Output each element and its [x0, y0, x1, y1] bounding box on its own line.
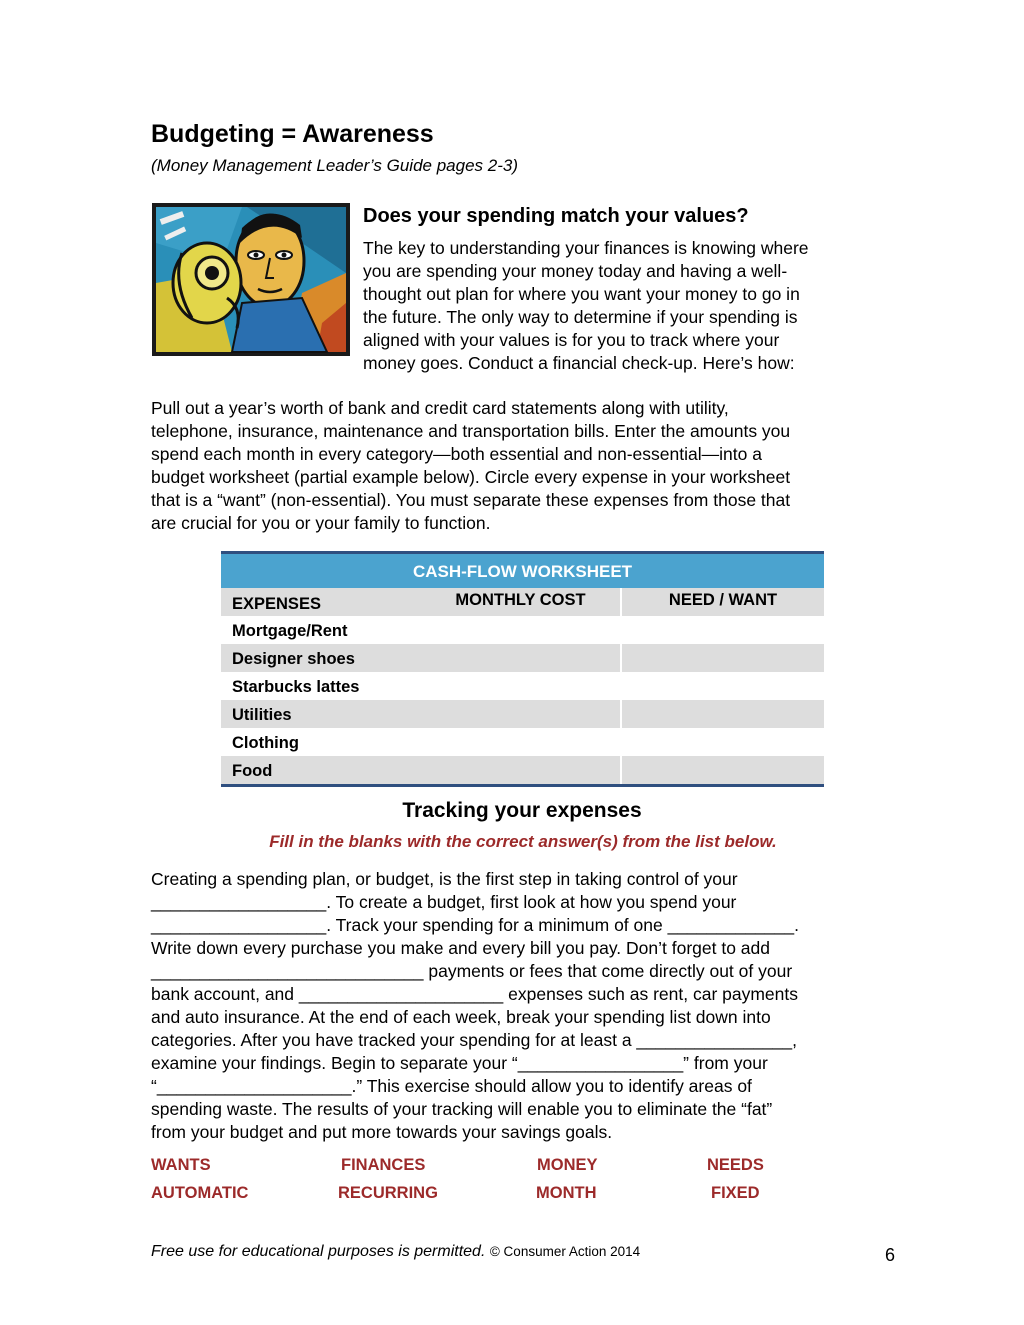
- monthly-cost-cell[interactable]: [421, 700, 622, 728]
- tracking-heading: Tracking your expenses: [402, 799, 642, 822]
- worksheet-column-headers: [221, 588, 824, 616]
- need-want-cell[interactable]: [622, 756, 824, 784]
- worksheet-title: CASH-FLOW WORKSHEET: [221, 554, 824, 588]
- table-row: [221, 616, 824, 644]
- expense-name: Designer shoes: [232, 650, 355, 668]
- word-bank-item: FINANCES: [341, 1156, 426, 1174]
- table-row: [221, 644, 824, 672]
- table-row: [221, 728, 824, 756]
- need-want-cell[interactable]: [622, 700, 824, 728]
- monthly-cost-cell[interactable]: [421, 616, 622, 644]
- word-bank-item: FIXED: [711, 1184, 760, 1202]
- copyright: © Consumer Action 2014: [489, 1244, 641, 1259]
- need-want-cell[interactable]: [622, 644, 824, 672]
- text-line: money goes. Conduct a financial check-up. Here’s how:: [363, 353, 795, 373]
- usage-note: Free use for educational purposes is permitted.: [151, 1243, 486, 1260]
- text-line: examine your findings. Begin to separate your “_________________” from your: [151, 1053, 768, 1073]
- values-heading: Does your spending match your values?: [363, 205, 749, 227]
- text-line: ____________________________ payments or fees that come directly out of your: [151, 961, 793, 981]
- word-bank-item: WANTS: [151, 1156, 211, 1174]
- text-line: Pull out a year’s worth of bank and credit card statements along with utility,: [151, 398, 729, 418]
- text-line: are crucial for you or your family to function.: [151, 513, 491, 533]
- monthly-cost-cell[interactable]: [421, 728, 622, 756]
- text-line: that is a “want” (non-essential). You must separate these expenses from those that: [151, 490, 791, 510]
- monthly-cost-cell[interactable]: [421, 672, 622, 700]
- expense-name: Clothing: [232, 734, 299, 752]
- table-row: [221, 672, 824, 700]
- word-bank-item: RECURRING: [338, 1184, 438, 1202]
- need-want-cell[interactable]: [622, 728, 824, 756]
- text-line: from your budget and put more towards your savings goals.: [151, 1122, 613, 1142]
- expense-name: Mortgage/Rent: [232, 622, 348, 640]
- text-line: telephone, insurance, maintenance and transportation bills. Enter the amounts you: [151, 421, 791, 441]
- word-bank-item: AUTOMATIC: [151, 1184, 249, 1202]
- column-header-need-want: NEED / WANT: [668, 591, 778, 609]
- text-line: aligned with your values is for you to track where your: [363, 330, 780, 350]
- money-illustration: [152, 203, 350, 356]
- expense-name: Utilities: [232, 706, 292, 724]
- page-number: 6: [885, 1245, 896, 1265]
- instructions-paragraph: [151, 397, 911, 535]
- text-line: thought out plan for where you want your money to go in: [363, 284, 800, 304]
- text-line: spend each month in every category—both essential and non-essential—into a: [151, 444, 762, 464]
- cash-flow-worksheet: [221, 551, 824, 787]
- fill-in-the-blanks-paragraph: [151, 868, 911, 1144]
- monthly-cost-cell[interactable]: [421, 644, 622, 672]
- column-header-monthly-cost: MONTHLY COST: [421, 588, 622, 616]
- tracking-instruction: Fill in the blanks with the correct answer(s) from the list below.: [269, 832, 777, 851]
- text-line: __________________. To create a budget, first look at how you spend your: [151, 892, 737, 912]
- word-bank-item: MONEY: [537, 1156, 598, 1174]
- monthly-cost-cell[interactable]: [421, 756, 622, 784]
- text-line: the future. The only way to determine if your spending is: [363, 307, 798, 327]
- expense-name: Food: [232, 762, 273, 780]
- intro-paragraph: [363, 237, 893, 375]
- text-line: The key to understanding your finances is knowing where: [363, 238, 809, 258]
- text-line: budget worksheet (partial example below). Circle every expense in your worksheet: [151, 467, 791, 487]
- text-line: and auto insurance. At the end of each week, break your spending list down into: [151, 1007, 771, 1027]
- text-line: “____________________.” This exercise should allow you to identify areas of: [151, 1076, 752, 1096]
- column-header-expenses: EXPENSES: [232, 595, 321, 613]
- word-bank-item: NEEDS: [707, 1156, 764, 1174]
- table-row: [221, 700, 824, 728]
- word-bank-item: MONTH: [536, 1184, 597, 1202]
- need-want-cell[interactable]: [622, 672, 824, 700]
- text-line: categories. After you have tracked your spending for at least a ________________,: [151, 1030, 798, 1050]
- text-line: Creating a spending plan, or budget, is the first step in taking control of your: [151, 869, 738, 889]
- text-line: you are spending your money today and having a well-: [363, 261, 788, 281]
- text-line: bank account, and _____________________ expenses such as rent, car payments: [151, 984, 799, 1004]
- text-line: Write down every purchase you make and every bill you pay. Don’t forget to add: [151, 938, 770, 958]
- need-want-cell[interactable]: [622, 616, 824, 644]
- page-subtitle: (Money Management Leader’s Guide pages 2-3): [151, 156, 518, 175]
- page-title: Budgeting = Awareness: [151, 120, 434, 148]
- footer-note: [151, 1243, 640, 1261]
- text-line: spending waste. The results of your tracking will enable you to eliminate the “fat”: [151, 1099, 773, 1119]
- expense-name: Starbucks lattes: [232, 678, 360, 696]
- table-row: [221, 756, 824, 784]
- text-line: __________________. Track your spending for a minimum of one _____________.: [151, 915, 799, 935]
